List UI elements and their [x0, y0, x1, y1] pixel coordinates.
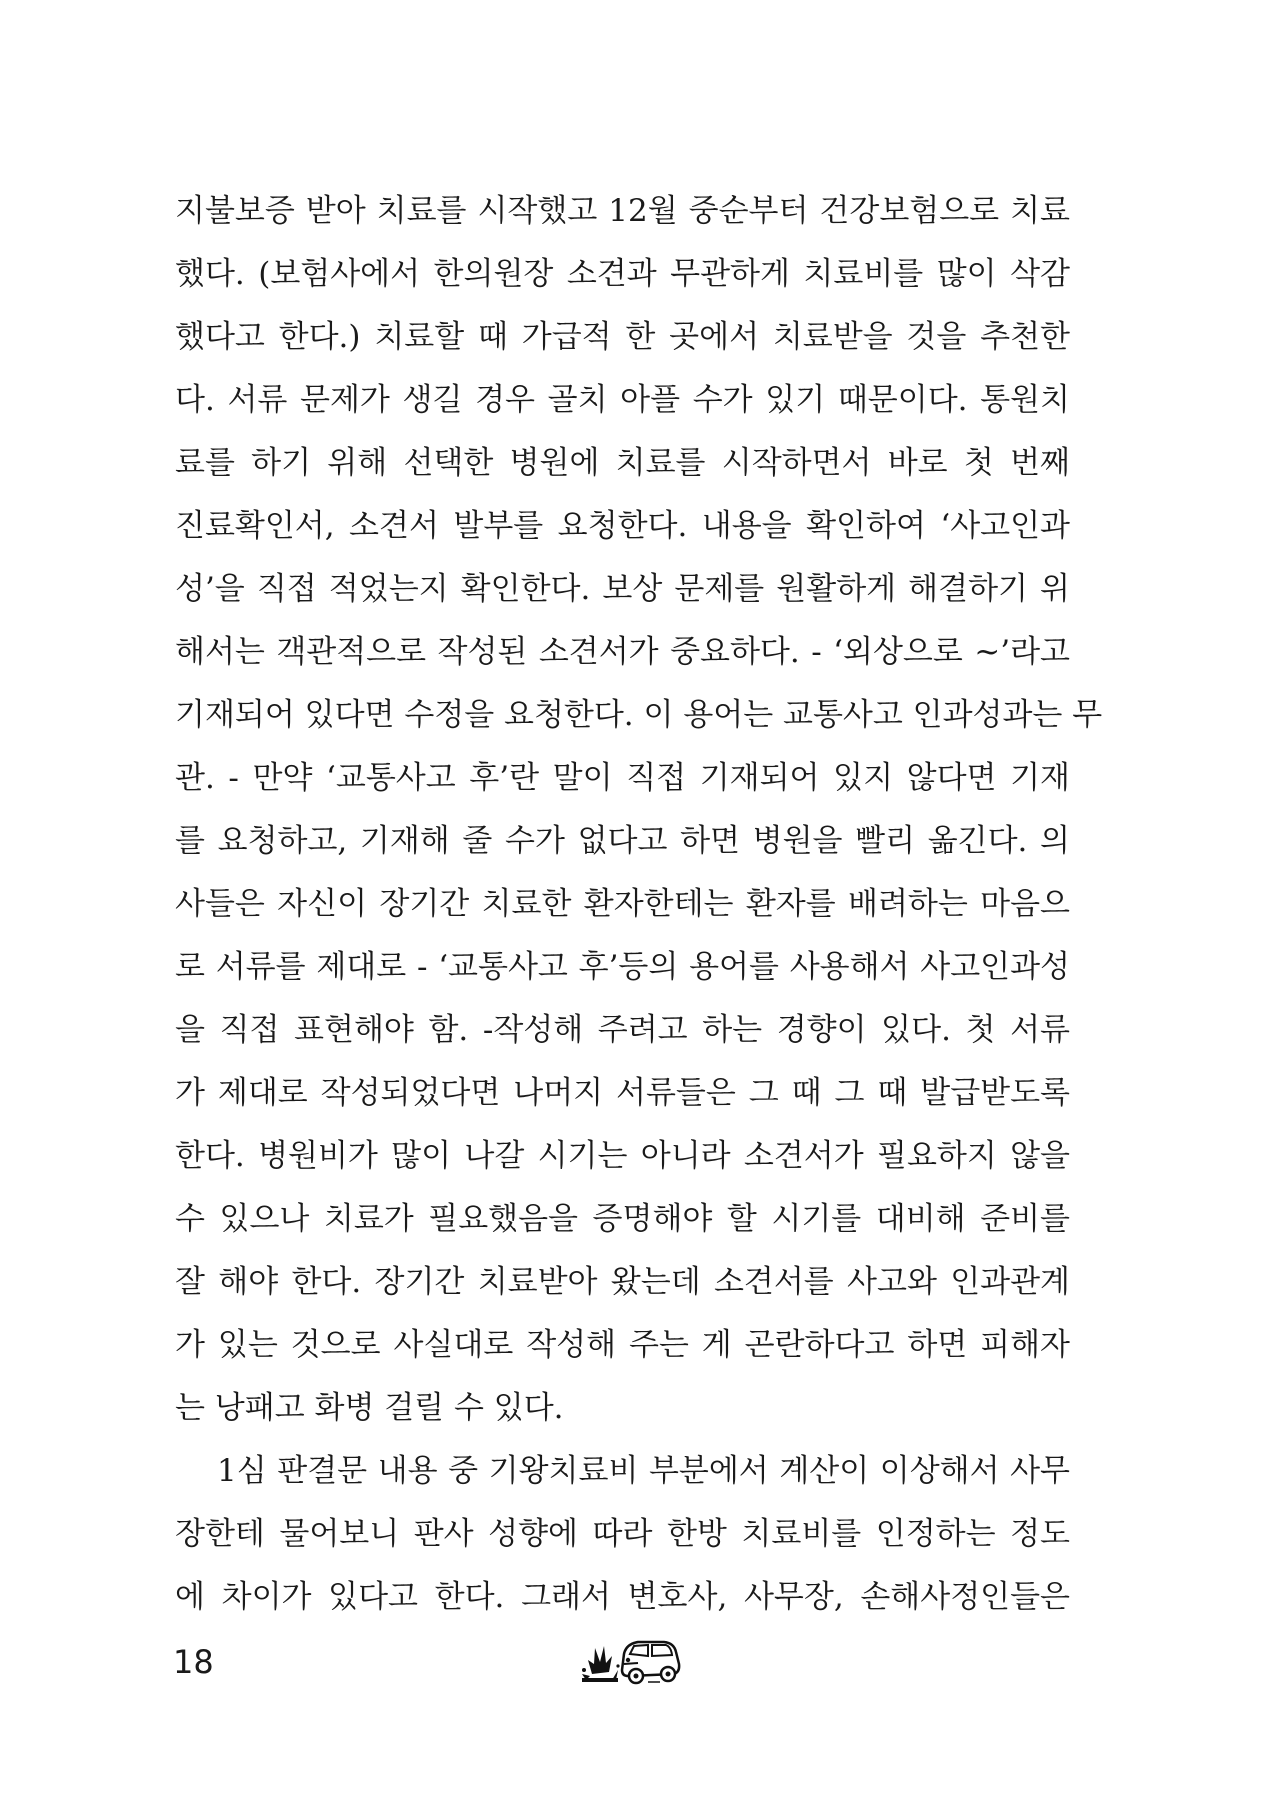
text-line: 장한테 물어보니 판사 성향에 따라 한방 치료비를 인정하는 정도 — [175, 1516, 1070, 1552]
car-accident-icon — [578, 1630, 686, 1686]
page-number: 18 — [173, 1643, 214, 1681]
text-line: 사들은 자신이 장기간 치료한 환자한테는 환자를 배려하는 마음으 — [175, 886, 1070, 922]
text-line: 에 차이가 있다고 한다. 그래서 변호사, 사무장, 손해사정인들은 — [175, 1579, 1070, 1615]
text-line: 료를 하기 위해 선택한 병원에 치료를 시작하면서 바로 첫 번째 — [175, 445, 1070, 481]
text-line: 기재되어 있다면 수정을 요청한다. 이 용어는 교통사고 인과성과는 무 — [175, 697, 1103, 733]
text-line: 한다. 병원비가 많이 나갈 시기는 아니라 소견서가 필요하지 않을 — [175, 1138, 1070, 1174]
body-text — [175, 180, 1103, 1629]
text-line: 성’을 직접 적었는지 확인한다. 보상 문제를 원활하게 해결하기 위 — [175, 571, 1070, 607]
text-line: 잘 해야 한다. 장기간 치료받아 왔는데 소견서를 사고와 인과관계 — [175, 1264, 1070, 1300]
text-line: 를 요청하고, 기재해 줄 수가 없다고 하면 병원을 빨리 옮긴다. 의 — [175, 823, 1070, 859]
text-line: 1심 판결문 내용 중 기왕치료비 부분에서 계산이 이상해서 사무 — [217, 1453, 1070, 1489]
text-line: 다. 서류 문제가 생길 경우 골치 아플 수가 있기 때문이다. 통원치 — [175, 382, 1070, 418]
text-line: 는 낭패고 화병 걸릴 수 있다. — [175, 1390, 564, 1426]
text-line: 해서는 객관적으로 작성된 소견서가 중요하다. - ‘외상으로 ~’라고 — [175, 634, 1070, 670]
text-line: 지불보증 받아 치료를 시작했고 12월 중순부터 건강보험으로 치료 — [175, 193, 1070, 229]
text-line: 가 제대로 작성되었다면 나머지 서류들은 그 때 그 때 발급받도록 — [175, 1075, 1070, 1111]
text-line: 진료확인서, 소견서 발부를 요청한다. 내용을 확인하여 ‘사고인과 — [175, 508, 1070, 544]
text-line: 을 직접 표현해야 함. -작성해 주려고 하는 경향이 있다. 첫 서류 — [175, 1012, 1070, 1048]
text-line: 가 있는 것으로 사실대로 작성해 주는 게 곤란하다고 하면 피해자 — [175, 1327, 1070, 1363]
text-line: 했다고 한다.) 치료할 때 가급적 한 곳에서 치료받을 것을 추천한 — [175, 319, 1070, 355]
text-line: 로 서류를 제대로 - ‘교통사고 후’등의 용어를 사용해서 사고인과성 — [175, 949, 1070, 985]
text-line: 수 있으나 치료가 필요했음을 증명해야 할 시기를 대비해 준비를 — [175, 1201, 1070, 1237]
text-line: 했다. (보험사에서 한의원장 소견과 무관하게 치료비를 많이 삭감 — [175, 256, 1070, 292]
text-line: 관. - 만약 ‘교통사고 후’란 말이 직접 기재되어 있지 않다면 기재 — [175, 760, 1070, 796]
